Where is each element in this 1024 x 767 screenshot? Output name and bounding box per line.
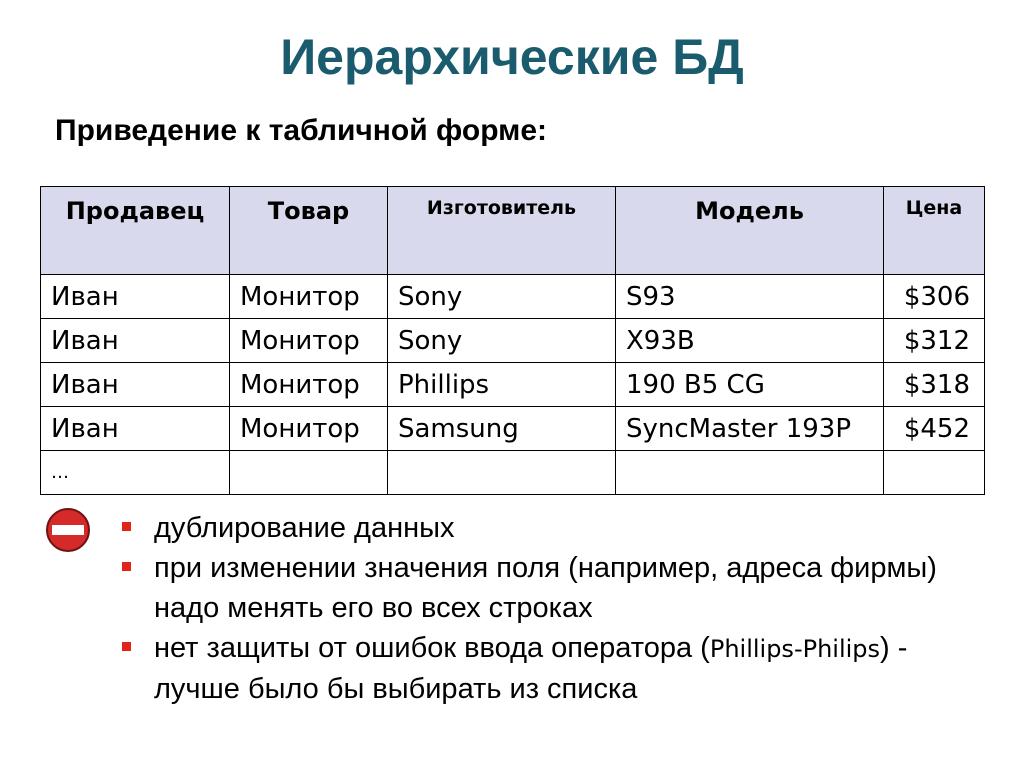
header-manufacturer: Изготовитель (388, 187, 616, 275)
table-row (41, 451, 985, 495)
note-text-paren-open: ( (700, 632, 710, 664)
header-model: Модель (616, 187, 884, 275)
header-product: Товар (230, 187, 388, 275)
cell-manufacturer: Phillips (388, 363, 616, 407)
table-row (41, 319, 985, 363)
note-text: при изменении значения поля (например, адреса фирмы) надо менять его во всех строках (154, 552, 937, 624)
cell-price: $312 (884, 319, 985, 363)
cell-manufacturer: Sony (388, 275, 616, 319)
cell-model: X93B (616, 319, 884, 363)
cell-product: Монитор (230, 275, 388, 319)
slide-subtitle: Приведение к табличной форме: (55, 114, 547, 147)
cell-seller: Иван (41, 275, 230, 319)
cell-empty (388, 451, 616, 495)
table-row (41, 407, 985, 451)
cell-empty (616, 451, 884, 495)
note-example: Phillips-Philips (709, 635, 881, 663)
header-price: Цена (884, 187, 985, 275)
table-row (41, 363, 985, 407)
cell-ellipsis: … (41, 451, 230, 495)
cell-product: Монитор (230, 319, 388, 363)
cell-price: $318 (884, 363, 985, 407)
cell-manufacturer: Samsung (388, 407, 616, 451)
cell-seller: Иван (41, 407, 230, 451)
no-entry-icon (45, 507, 91, 553)
cell-price: $452 (884, 407, 985, 451)
note-text-tail: ) - лучше было бы выбирать из списка (154, 632, 908, 705)
cell-seller: Иван (41, 319, 230, 363)
cell-empty (884, 451, 985, 495)
cell-product: Монитор (230, 407, 388, 451)
note-text: дублирование данных (154, 512, 455, 544)
header-seller: Продавец (41, 187, 230, 275)
slide-title: Иерархические БД (280, 29, 744, 85)
list-item (110, 548, 990, 628)
cell-model: S93 (616, 275, 884, 319)
list-item (110, 628, 990, 709)
cell-price: $306 (884, 275, 985, 319)
cell-product: Монитор (230, 363, 388, 407)
bullet-icon (122, 642, 131, 651)
cell-manufacturer: Sony (388, 319, 616, 363)
cell-empty (230, 451, 388, 495)
bullet-icon (122, 522, 131, 531)
cell-seller: Иван (41, 363, 230, 407)
cell-model: 190 B5 CG (616, 363, 884, 407)
note-text: нет защиты от ошибок ввода оператора (154, 632, 693, 664)
data-table (40, 186, 985, 495)
bullet-icon (122, 562, 131, 571)
table-header-row (41, 187, 985, 275)
cell-model: SyncMaster 193P (616, 407, 884, 451)
notes-list (110, 508, 990, 709)
table-row (41, 275, 985, 319)
list-item (110, 508, 990, 548)
